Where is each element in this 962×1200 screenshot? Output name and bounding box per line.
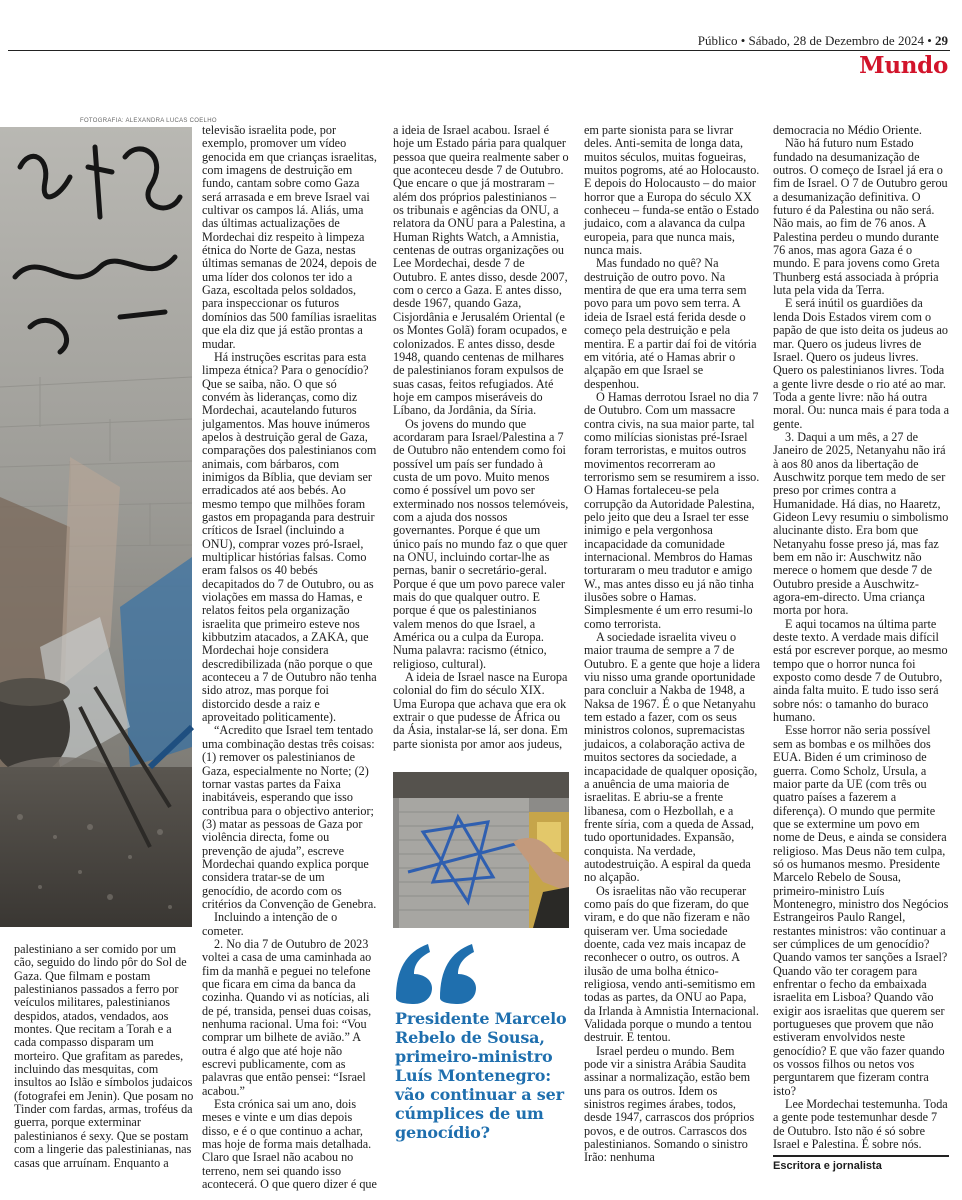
paragraph: 2. No dia 7 de Outubro de 2023 voltei a casa de uma caminhada ao fim da manhã e peguei no telefone que ficara em cima da banca da cozinha. Quando vi as notícias, ali de pé, transida, pensei duas coisas, nenhuma racional. Uma foi: “Vou comprar um bilhete de avião.” A outra é algo que até hoje não escrevi publicamente, com as palavras que então pensei: “Israel acabou.” [202,936,372,1098]
paragraph: Não há futuro num Estado fundado na desumanização de outros. O começo de Israel já era o fim de Israel. O 7 de Outubro gerou a desumanização definitiva. O futuro é da Palestina ou não será. Não mais, ao fim de 76 anos. A Palestina perdeu o mundo durante 76 anos, mas agora Gaza é o mundo. E para jovens como Greta Thunberg está associada à própria luta pela vida da Terra. [773,136,948,298]
paragraph: 3. Daqui a um mês, a 27 de Janeiro de 2025, Netanyahu não irá à aos 80 anos da libertação de Auschwitz porque tem medo de ser preso por crimes contra a Humanidade. Há dias, no Haaretz, Gideon Levy resumiu o simbolismo alucinante disto. Era bom que Netanyahu fosse preso já, mas faz bem em não ir: Auschwitz não merece o homem que desde 7 de Outubro preside a Auschwitz-agora-em-directo. Uma criança morta por hora. [773,429,949,618]
section-title: Mundo [859,52,948,79]
folio-text: Público • Sábado, 28 de Dezembro de 2024 • [697,33,932,48]
header-rule [8,50,950,51]
paragraph: Lee Mordechai testemunha. Toda a gente pode testemunhar desde 7 de Outubro. Isto não é só sobre Israel e Palestina. É sobre nós. [773,1097,948,1152]
paragraph: Os israelitas não vão recuperar como país do que fizeram, do que viram, e do que não fizeram e não quiseram ver. Uma sociedade doente, cada vez mais incapaz de reconhecer o outro, os outros. A ilusão de uma bolha étnico-religiosa, vendo anti-semitismo em todas as partes, da ONU ao Papa, da Irlanda à Amnistia Internacional. Validada porque o mundo a tentou destruir. E tentou. [584,883,759,1045]
main-photo [0,127,192,927]
paragraph: Esta crónica sai um ano, dois meses e vinte e um dias depois disso, e é o que continuo a achar, mas hoje de forma mais detalhada. Claro que Israel não acabou no terreno, nem sei quando isso acontecerá. O que quero dizer é que [202,1097,377,1192]
paragraph: palestiniano a ser comido por um cão, seguido do lindo pôr do Sol de Gaza. Que filmam e postam palestinianos passados a ferro por veículos militares, palestinianos despidos, atados, vendados, aos montes. Que recitam a Torah e a cada compasso disparam um morteiro. Que grafitam as paredes, incluindo das mesquitas, com insultos ao Islão e símbolos judaicos (fotografei em Jenin). Que posam no Tinder com fardas, armas, troféus da guerra, porque exterminar palestinianos é sexy. Que se postam com a lingerie das palestinianas, nas casas que arruínam. Enquanto a [14,942,194,1170]
pull-quote: Presidente Marcelo Rebelo de Sousa, primeiro-ministro Luís Montenegro: vão continuar a ser cúmplices de um genocídio? [395,1009,567,1142]
column-3 [393,124,569,766]
paragraph: “Acredito que Israel tem tentado uma combinação destas três coisas: (1) remover os palestinianos de Gaza, especialmente no Norte; (2) tornar vastas partes da Faixa inabitáveis, esperando que isso contribua para o objectivo anterior; (3) matar as pessoas de Gaza por violência directa, fome ou prevenção de ajuda”, escreve Mordechai quando explica porque considera tratar-se de um genocídio, de acordo com os critérios da Convenção de Genebra. [202,723,377,911]
paragraph: democracia no Médio Oriente. [773,123,922,137]
author-signature: Escritora e jornalista [773,1160,882,1172]
paragraph: A ideia de Israel nasce na Europa colonial do fim do século XIX. Uma Europa que achava que era ok extrair o que pudesse de África ou da Ásia, instalar-se lá, ser dona. Em parte sionista por amor aos judeus, [393,670,568,751]
page-number: 29 [935,33,948,48]
column-2 [202,123,378,1192]
column-4 [584,124,760,1176]
inset-photo [393,772,569,928]
paragraph: Esse horror não seria possível sem as bombas e os milhões dos EUA. Biden é um criminoso de guerra. Como Scholz, Ursula, a maior parte da UE (com três ou quatro países a fazerem a diferença). O mundo que permite que se extermine um povo em nome de Deus, e ainda se considera religioso. Mas Deus não tem culpa, só os humanos mesmo. Presidente Marcelo Rebelo de Sousa, primeiro-ministro Luís Montenegro, ministro dos Negócios Estrangeiros Paulo Rangel, restantes ministros: vão continuar a ser cúmplices de um genocídio? Quando vamos ter sanções a Israel? Quando vão ter coragem para enfrentar o fecho da embaixada israelita em Lisboa? Quando vão exigir aos israelitas que querem ser portugueses que provem que não estiveram envolvidos neste genocídio? E que vão fazer quando os vossos filhos ou netos vos perguntarem que fizeram contra isto? [773,723,949,1098]
paragraph: O Hamas derrotou Israel no dia 7 de Outubro. Com um massacre contra civis, na sua maior parte, tal como milícias sionistas pré-Israel foram terroristas, e muitos outros movimentos recorreram ao terrorismo sem se resumirem a isso. O Hamas fortaleceu-se pela corrupção da Autoridade Palestina, pelo jeito que deu a Israel ter esse inimigo e pela vergonhosa incapacidade da comunidade internacional. Membros do Hamas torturaram o meu tradutor e amigo W., mas antes disso eu já não tinha ilusões sobre o Hamas. Simplesmente é um erro resumi-lo como terrorista. [584,389,760,631]
paragraph: Incluindo a intenção de o cometer. [202,910,338,938]
paragraph: Os jovens do mundo que acordaram para Israel/Palestina a 7 de Outubro não entendem como foi possível um país ser fundado à custa de um povo. Muito menos como é possível um povo ser exterminado nos nossos telemóveis, com a ajuda dos nossos governantes. Porque é que um único país no mundo faz o que quer na ONU, incluindo cortar-lhe as pernas, banir o secretário-geral. Porque é que um povo parece valer mais do que qualquer outro. E porque é que os palestinianos valem menos do que Israel, a América ou a culpa da Europa. Numa palavra: racismo (étnico, religioso, cultural). [393,416,569,671]
paragraph: Israel perdeu o mundo. Bem pode vir a sinistra Arábia Saudita assinar a normalização, estão bem uns para os outros. Idem os sinistros regimes árabes, todos, desde 1947, carrascos dos próprios povos, e de outros. Carrascos dos palestinianos. Somando o sinistro Irão: nenhuma [584,1043,755,1165]
paragraph: a ideia de Israel acabou. Israel é hoje um Estado pária para qualquer pessoa que queira realmente saber o que aconteceu desde 7 de Outubro. Que encare o que já mostraram – além dos próprios palestinianos – os tribunais e agências da ONU, a relatora da ONU para a Palestina, a Human Rights Watch, a Amnistia, centenas de outras organizações ou Lee Mordechai, desde 7 de Outubro. E antes disso, desde 2007, com o cerco a Gaza. E antes disso, desde 1967, quando Gaza, Cisjordânia e Jerusalém Oriental (e os Montes Golã) foram ocupados, e colonizados. E antes disso, desde 1948, quando centenas de milhares de palestinianos foram expulsos de suas casas, feitos refugiados. Até hoje em campos miseráveis do Líbano, da Jordânia, da Síria. [393,123,569,418]
column-1-bottom [14,943,194,1176]
paragraph: em parte sionista para se livrar deles. Anti-semita de longa data, muitos séculos, muitas fogueiras, muitos pogroms, até ao Holocausto. E depois do Holocausto – do maior horror que a Europa do século XX conheceu – funda-se então o Estado judaico, com a alavanca da culpa europeia, para que nunca mais, nunca mais. [584,123,760,258]
paragraph: televisão israelita pode, por exemplo, promover um vídeo genocida em que crianças israelitas, com imagens de destruição em fundo, cantam sobre como Gaza será arrasada e em breve Israel vai cultivar os campos lá. Aliás, uma das últimas actualizações de Mordechai diz respeito à limpeza étnica do Norte de Gaza, nestas últimas semanas de 2024, depois de uma líder dos colonos ter ido a Gaza, escoltada pelos soldados, para inspeccionar os futuros domínios das 500 famílias israelitas que ela diz que já estão prontas a mudar. [202,123,377,351]
paragraph: Mas fundado no quê? Na destruição de outro povo. Na mentira de que era uma terra sem povo para um povo sem terra. A ideia de Israel está ferida desde o começo pela destruição e pela mentira. E a partir daí foi de vitória em vitória, até o Hamas abrir o alçapão em que Israel se despenhou. [584,256,757,391]
paragraph: A sociedade israelita viveu o maior trauma de sempre a 7 de Outubro. E a gente que hoje a lidera viu nisso uma grande oportunidade para concluir a Nakba de 1948, a Naksa de 1967. É o que Netanyahu tem estado a fazer, com os seus ministros colonos, supremacistas judaicos, a colaboração activa de muitos sectores da sociedade, a incapacidade de qualquer oposição, a anuência de uma maioria de israelitas. E abriu-se a frente libanesa, com o Hezbollah, e a frente síria, com a queda de Assad, tudo oportunidades. Expansão, conquista. Na verdade, autodestruição. A espiral da queda no alçapão. [584,630,760,885]
signature-rule [773,1155,949,1157]
photo-credit: FOTOGRAFIA: ALEXANDRA LUCAS COELHO [80,118,217,124]
paragraph: Há instruções escritas para esta limpeza étnica? Para o genocídio? Que se saiba, não. O que só convém às lideranças, como diz Mordechai, acautelando futuros julgamentos. Mas houve inúmeros apelos à destruição geral de Gaza, comparações dos palestinianos com animais, com bárbaros, com inimigos da Bíblia, que deviam ser erradicados até aos bebés. Ao mesmo tempo que milhões foram gastos em propaganda para destruir críticos de Israel (incluindo a ONU), comprar vozes pró-Israel, multiplicar histórias falsas. Como eram falsos os 40 bebés decapitados do 7 de Outubro, ou as violações em massa do Hamas, e relatos feitos pela organização israelita que primeiro esteve nos kibbutzim atacados, a ZAKA, que Mordechai hoje considera descredibilizada (não porque o que aconteceu a 7 de Outubro não tenha sido atroz, mas porque foi distorcido desde a raiz e aproveitado politicamente). [202,349,377,725]
paragraph: E aqui tocamos na última parte deste texto. A verdade mais difícil está por escrever porque, ao mesmo tempo que o horror nunca foi exposto como desde 7 de Outubro, ainda falta muito. E tudo isso será sobre nós: o tamanho do buraco humano. [773,616,948,725]
folio [698,33,948,49]
column-5 [773,123,949,1152]
paragraph: E será inútil os guardiões da lenda Dois Estados virem com o papão de que isto deita os judeus ao mar. Quero os judeus livres de Israel. Quero os judeus livres. Quero os palestinianos livres. Toda a gente livre desde o rio até ao mar. Toda a gente livre: não há outra moral. Ou: nunca mais é para toda a gente. [773,296,949,431]
quote-mark-icon [392,936,482,1010]
